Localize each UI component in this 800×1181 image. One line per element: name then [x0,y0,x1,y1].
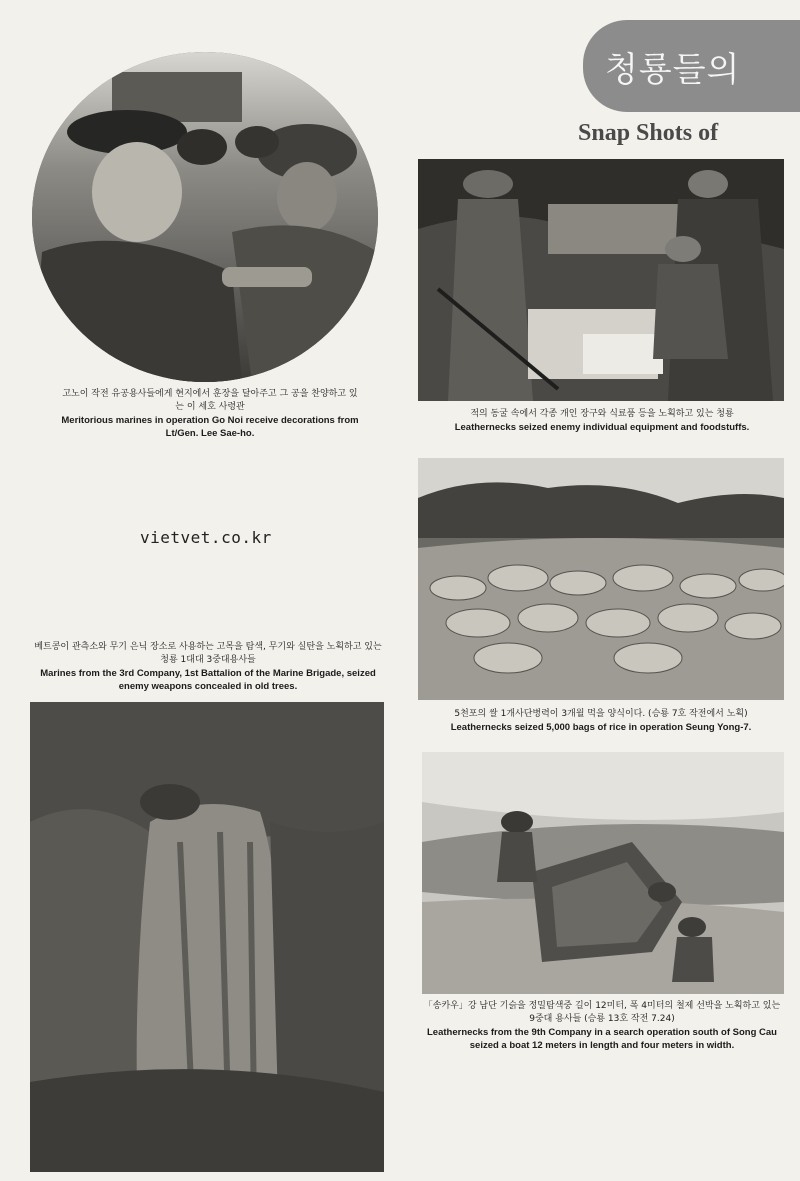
photo-decoration-ceremony [32,52,378,382]
photo-old-tree [30,702,384,1172]
caption-korean: 고노이 작전 유공용사들에게 현지에서 훈장을 달아주고 그 공을 찬양하고 있는 이 세호 사령관 [62,389,358,412]
caption-korean: 5천포의 쌀 1개사단병력이 3개월 먹을 양식이다. (승룡 7호 작전에서 노획) [454,709,748,719]
title-badge [583,20,800,112]
caption-rice-bags [418,708,784,734]
caption-korean: 적의 동굴 속에서 각종 개인 장구와 식료품 등을 노획하고 있는 청룡 [470,409,734,419]
caption-english: Leathernecks seized enemy individual equipment and foodstuffs. [454,422,750,433]
caption-english: Leathernecks seized 5,000 bags of rice in operation Seung Yong-7. [450,722,752,733]
page-subtitle: Snap Shots of [578,120,719,146]
caption-cave-equipment [420,408,784,434]
photo-steel-boat [422,752,784,994]
caption-english: Leathernecks from the 9th Company in a search operation south of Song Cau seized a boat 12 meters in length and four meters in width. [427,1027,777,1051]
caption-korean: 「송카우」강 남단 기슭을 정밀탐색중 길이 12미터, 폭 4미터의 철제 선박을 노획하고 있는 9중대 용사들 (승룡 13호 작전 7.24) [423,1001,781,1024]
photo-rice-bags [418,458,784,700]
photo-cave-equipment [418,159,784,401]
caption-english: Meritorious marines in operation Go Noi receive decorations from Lt/Gen. Lee Sae-ho. [61,415,359,439]
caption-english: Marines from the 3rd Company, 1st Battalion of the Marine Brigade, seized enemy weapons concealed in old trees. [40,668,376,692]
site-watermark: vietvet.co.kr [140,528,272,547]
caption-steel-boat [420,1000,784,1052]
page-title-korean: 청룡들의 [605,49,741,90]
caption-decoration-ceremony [60,388,360,440]
caption-old-trees [30,641,386,693]
caption-korean: 베트콩이 관측소와 무기 은닉 장소로 사용하는 고목을 탐색, 무기와 실탄을 노획하고 있는 청룡 1대대 3중대용사들 [34,642,382,665]
